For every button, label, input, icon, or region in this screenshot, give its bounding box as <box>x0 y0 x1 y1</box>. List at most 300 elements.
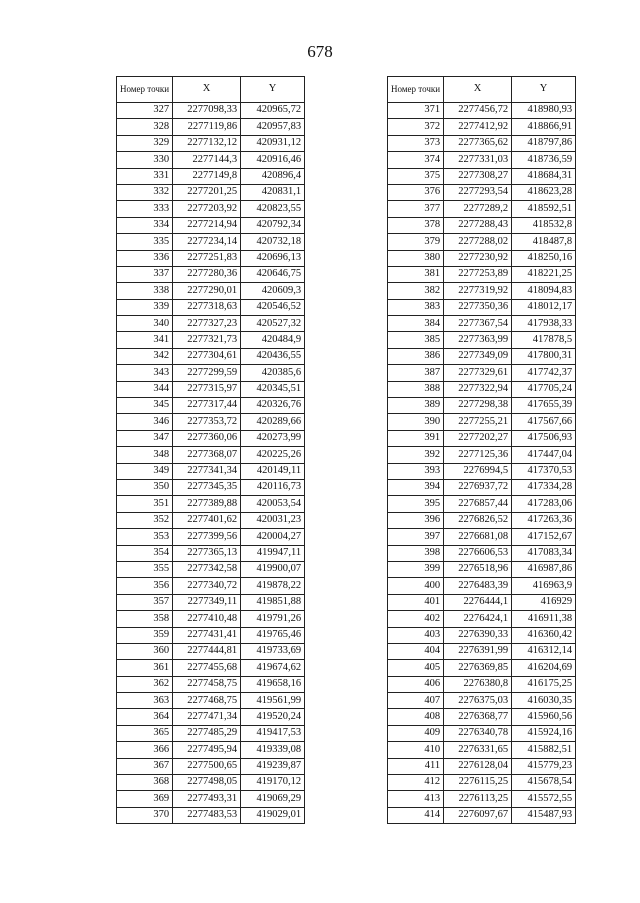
table-row <box>117 381 305 397</box>
point-number-cell: 382 <box>388 283 444 299</box>
point-number-cell: 337 <box>117 266 173 282</box>
header-x: X <box>173 77 241 103</box>
x-coordinate-cell: 2277365,13 <box>173 545 241 561</box>
x-coordinate-cell: 2277098,33 <box>173 103 241 119</box>
point-number-cell: 346 <box>117 414 173 430</box>
table-row <box>388 299 576 315</box>
point-number-cell: 342 <box>117 348 173 364</box>
x-coordinate-cell: 2276128,04 <box>444 758 512 774</box>
table-row <box>117 414 305 430</box>
table-row <box>388 775 576 791</box>
point-number-cell: 381 <box>388 266 444 282</box>
table-row <box>388 709 576 725</box>
x-coordinate-cell: 2277401,62 <box>173 512 241 528</box>
x-coordinate-cell: 2277455,68 <box>173 660 241 676</box>
point-number-cell: 367 <box>117 758 173 774</box>
x-coordinate-cell: 2277327,23 <box>173 316 241 332</box>
y-coordinate-cell: 420792,34 <box>241 217 305 233</box>
table-row <box>117 283 305 299</box>
y-coordinate-cell: 417567,66 <box>512 414 576 430</box>
point-number-cell: 413 <box>388 791 444 807</box>
y-coordinate-cell: 420609,3 <box>241 283 305 299</box>
x-coordinate-cell: 2277288,02 <box>444 234 512 250</box>
y-coordinate-cell: 417370,53 <box>512 463 576 479</box>
y-coordinate-cell: 417334,28 <box>512 479 576 495</box>
y-coordinate-cell: 416312,14 <box>512 643 576 659</box>
x-coordinate-cell: 2277349,11 <box>173 594 241 610</box>
point-number-cell: 376 <box>388 184 444 200</box>
point-number-cell: 397 <box>388 529 444 545</box>
y-coordinate-cell: 416030,35 <box>512 693 576 709</box>
x-coordinate-cell: 2277331,03 <box>444 152 512 168</box>
point-number-cell: 392 <box>388 447 444 463</box>
point-number-cell: 357 <box>117 594 173 610</box>
x-coordinate-cell: 2277322,94 <box>444 381 512 397</box>
table-row <box>388 512 576 528</box>
x-coordinate-cell: 2277255,21 <box>444 414 512 430</box>
table-row <box>388 545 576 561</box>
coordinates-table-left <box>116 76 305 824</box>
page-number: 678 <box>307 42 333 61</box>
point-number-cell: 370 <box>117 807 173 823</box>
point-number-cell: 363 <box>117 693 173 709</box>
header-point-number: Номер точки <box>388 77 444 103</box>
point-number-cell: 390 <box>388 414 444 430</box>
table-row <box>117 201 305 217</box>
x-coordinate-cell: 2276424,1 <box>444 611 512 627</box>
point-number-cell: 408 <box>388 709 444 725</box>
table-body-right <box>388 103 576 824</box>
table-row <box>117 693 305 709</box>
y-coordinate-cell: 416929 <box>512 594 576 610</box>
x-coordinate-cell: 2277253,89 <box>444 266 512 282</box>
point-number-cell: 362 <box>117 676 173 692</box>
table-row <box>117 332 305 348</box>
y-coordinate-cell: 420436,55 <box>241 348 305 364</box>
table-row <box>117 643 305 659</box>
table-header-row <box>388 77 576 103</box>
point-number-cell: 356 <box>117 578 173 594</box>
y-coordinate-cell: 417878,5 <box>512 332 576 348</box>
point-number-cell: 353 <box>117 529 173 545</box>
point-number-cell: 409 <box>388 725 444 741</box>
x-coordinate-cell: 2277342,58 <box>173 561 241 577</box>
point-number-cell: 394 <box>388 479 444 495</box>
table-row <box>388 660 576 676</box>
x-coordinate-cell: 2276994,5 <box>444 463 512 479</box>
point-number-cell: 338 <box>117 283 173 299</box>
point-number-cell: 378 <box>388 217 444 233</box>
point-number-cell: 344 <box>117 381 173 397</box>
x-coordinate-cell: 2277471,34 <box>173 709 241 725</box>
x-coordinate-cell: 2277458,75 <box>173 676 241 692</box>
table-row <box>117 529 305 545</box>
table-row <box>388 168 576 184</box>
x-coordinate-cell: 2277201,25 <box>173 184 241 200</box>
table-row <box>388 561 576 577</box>
point-number-cell: 404 <box>388 643 444 659</box>
table-row <box>388 348 576 364</box>
y-coordinate-cell: 420546,52 <box>241 299 305 315</box>
table-row <box>117 496 305 512</box>
table-row <box>388 103 576 119</box>
table-row <box>117 299 305 315</box>
table-row <box>388 496 576 512</box>
x-coordinate-cell: 2277340,72 <box>173 578 241 594</box>
y-coordinate-cell: 418684,31 <box>512 168 576 184</box>
x-coordinate-cell: 2276113,25 <box>444 791 512 807</box>
table-row <box>388 725 576 741</box>
x-coordinate-cell: 2277349,09 <box>444 348 512 364</box>
x-coordinate-cell: 2277251,83 <box>173 250 241 266</box>
table-row <box>388 152 576 168</box>
table-row <box>117 627 305 643</box>
y-coordinate-cell: 415678,54 <box>512 775 576 791</box>
x-coordinate-cell: 2277293,54 <box>444 184 512 200</box>
point-number-cell: 373 <box>388 135 444 151</box>
table-row <box>388 447 576 463</box>
x-coordinate-cell: 2277125,36 <box>444 447 512 463</box>
y-coordinate-cell: 419900,07 <box>241 561 305 577</box>
table-row <box>117 447 305 463</box>
table-row <box>388 430 576 446</box>
y-coordinate-cell: 420957,83 <box>241 119 305 135</box>
x-coordinate-cell: 2277493,31 <box>173 791 241 807</box>
x-coordinate-cell: 2276937,72 <box>444 479 512 495</box>
table-row <box>117 168 305 184</box>
table-row <box>388 119 576 135</box>
y-coordinate-cell: 420345,51 <box>241 381 305 397</box>
table-row <box>388 643 576 659</box>
y-coordinate-cell: 415882,51 <box>512 742 576 758</box>
x-coordinate-cell: 2277298,38 <box>444 398 512 414</box>
x-coordinate-cell: 2277410,48 <box>173 611 241 627</box>
y-coordinate-cell: 419791,26 <box>241 611 305 627</box>
y-coordinate-cell: 420053,54 <box>241 496 305 512</box>
point-number-cell: 398 <box>388 545 444 561</box>
point-number-cell: 383 <box>388 299 444 315</box>
point-number-cell: 340 <box>117 316 173 332</box>
table-row <box>388 594 576 610</box>
x-coordinate-cell: 2277203,92 <box>173 201 241 217</box>
x-coordinate-cell: 2277500,65 <box>173 758 241 774</box>
x-coordinate-cell: 2277483,53 <box>173 807 241 823</box>
y-coordinate-cell: 416360,42 <box>512 627 576 643</box>
point-number-cell: 358 <box>117 611 173 627</box>
table-row <box>117 758 305 774</box>
table-row <box>388 266 576 282</box>
x-coordinate-cell: 2277367,54 <box>444 316 512 332</box>
y-coordinate-cell: 419658,16 <box>241 676 305 692</box>
table-row <box>117 725 305 741</box>
point-number-cell: 368 <box>117 775 173 791</box>
table-row <box>388 234 576 250</box>
table-row <box>117 660 305 676</box>
y-coordinate-cell: 415924,16 <box>512 725 576 741</box>
point-number-cell: 350 <box>117 479 173 495</box>
point-number-cell: 393 <box>388 463 444 479</box>
x-coordinate-cell: 2277341,34 <box>173 463 241 479</box>
x-coordinate-cell: 2276390,33 <box>444 627 512 643</box>
y-coordinate-cell: 419417,53 <box>241 725 305 741</box>
point-number-cell: 348 <box>117 447 173 463</box>
y-coordinate-cell: 416204,69 <box>512 660 576 676</box>
y-coordinate-cell: 415487,93 <box>512 807 576 823</box>
y-coordinate-cell: 419520,24 <box>241 709 305 725</box>
x-coordinate-cell: 2276826,52 <box>444 512 512 528</box>
point-number-cell: 403 <box>388 627 444 643</box>
table-row <box>117 578 305 594</box>
y-coordinate-cell: 420004,27 <box>241 529 305 545</box>
y-coordinate-cell: 418592,51 <box>512 201 576 217</box>
table-row <box>388 414 576 430</box>
x-coordinate-cell: 2277456,72 <box>444 103 512 119</box>
table-row <box>117 184 305 200</box>
table-row <box>117 119 305 135</box>
y-coordinate-cell: 418866,91 <box>512 119 576 135</box>
table-header-row <box>117 77 305 103</box>
point-number-cell: 410 <box>388 742 444 758</box>
table-row <box>388 611 576 627</box>
table-row <box>117 266 305 282</box>
x-coordinate-cell: 2277468,75 <box>173 693 241 709</box>
y-coordinate-cell: 418623,28 <box>512 184 576 200</box>
y-coordinate-cell: 418250,16 <box>512 250 576 266</box>
x-coordinate-cell: 2277350,36 <box>444 299 512 315</box>
point-number-cell: 359 <box>117 627 173 643</box>
point-number-cell: 372 <box>388 119 444 135</box>
y-coordinate-cell: 420484,9 <box>241 332 305 348</box>
table-row <box>117 365 305 381</box>
x-coordinate-cell: 2277308,27 <box>444 168 512 184</box>
point-number-cell: 365 <box>117 725 173 741</box>
point-number-cell: 354 <box>117 545 173 561</box>
y-coordinate-cell: 418797,86 <box>512 135 576 151</box>
point-number-cell: 361 <box>117 660 173 676</box>
x-coordinate-cell: 2277431,41 <box>173 627 241 643</box>
x-coordinate-cell: 2276097,67 <box>444 807 512 823</box>
point-number-cell: 369 <box>117 791 173 807</box>
x-coordinate-cell: 2276518,96 <box>444 561 512 577</box>
y-coordinate-cell: 416963,9 <box>512 578 576 594</box>
x-coordinate-cell: 2277202,27 <box>444 430 512 446</box>
y-coordinate-cell: 418980,93 <box>512 103 576 119</box>
y-coordinate-cell: 416175,25 <box>512 676 576 692</box>
table-row <box>117 463 305 479</box>
x-coordinate-cell: 2277365,62 <box>444 135 512 151</box>
y-coordinate-cell: 419561,99 <box>241 693 305 709</box>
point-number-cell: 327 <box>117 103 173 119</box>
y-coordinate-cell: 417938,33 <box>512 316 576 332</box>
x-coordinate-cell: 2277399,56 <box>173 529 241 545</box>
header-y: Y <box>241 77 305 103</box>
table-row <box>117 348 305 364</box>
y-coordinate-cell: 419069,29 <box>241 791 305 807</box>
y-coordinate-cell: 420646,75 <box>241 266 305 282</box>
point-number-cell: 331 <box>117 168 173 184</box>
y-coordinate-cell: 419765,46 <box>241 627 305 643</box>
point-number-cell: 401 <box>388 594 444 610</box>
point-number-cell: 347 <box>117 430 173 446</box>
point-number-cell: 405 <box>388 660 444 676</box>
x-coordinate-cell: 2276380,8 <box>444 676 512 692</box>
y-coordinate-cell: 420385,6 <box>241 365 305 381</box>
table-row <box>117 561 305 577</box>
table-row <box>388 479 576 495</box>
y-coordinate-cell: 420149,11 <box>241 463 305 479</box>
x-coordinate-cell: 2277299,59 <box>173 365 241 381</box>
y-coordinate-cell: 420326,76 <box>241 398 305 414</box>
point-number-cell: 351 <box>117 496 173 512</box>
table-row <box>388 578 576 594</box>
x-coordinate-cell: 2276681,08 <box>444 529 512 545</box>
coordinates-table-right <box>387 76 576 824</box>
x-coordinate-cell: 2277321,73 <box>173 332 241 348</box>
point-number-cell: 334 <box>117 217 173 233</box>
point-number-cell: 352 <box>117 512 173 528</box>
point-number-cell: 366 <box>117 742 173 758</box>
table-row <box>117 217 305 233</box>
y-coordinate-cell: 418094,83 <box>512 283 576 299</box>
table-row <box>117 676 305 692</box>
table-row <box>117 316 305 332</box>
point-number-cell: 386 <box>388 348 444 364</box>
x-coordinate-cell: 2277132,12 <box>173 135 241 151</box>
table-row <box>388 398 576 414</box>
x-coordinate-cell: 2277368,07 <box>173 447 241 463</box>
point-number-cell: 412 <box>388 775 444 791</box>
point-number-cell: 339 <box>117 299 173 315</box>
table-row <box>388 807 576 823</box>
table-row <box>117 479 305 495</box>
y-coordinate-cell: 420896,4 <box>241 168 305 184</box>
table-row <box>388 627 576 643</box>
table-row <box>388 693 576 709</box>
x-coordinate-cell: 2277304,61 <box>173 348 241 364</box>
y-coordinate-cell: 419851,88 <box>241 594 305 610</box>
y-coordinate-cell: 417705,24 <box>512 381 576 397</box>
x-coordinate-cell: 2276369,85 <box>444 660 512 676</box>
point-number-cell: 341 <box>117 332 173 348</box>
y-coordinate-cell: 419947,11 <box>241 545 305 561</box>
y-coordinate-cell: 417447,04 <box>512 447 576 463</box>
table-row <box>388 529 576 545</box>
point-number-cell: 385 <box>388 332 444 348</box>
point-number-cell: 360 <box>117 643 173 659</box>
point-number-cell: 328 <box>117 119 173 135</box>
x-coordinate-cell: 2277495,94 <box>173 742 241 758</box>
y-coordinate-cell: 417152,67 <box>512 529 576 545</box>
table-row <box>388 217 576 233</box>
y-coordinate-cell: 420031,23 <box>241 512 305 528</box>
point-number-cell: 379 <box>388 234 444 250</box>
x-coordinate-cell: 2277289,2 <box>444 201 512 217</box>
x-coordinate-cell: 2276368,77 <box>444 709 512 725</box>
y-coordinate-cell: 418221,25 <box>512 266 576 282</box>
table-row <box>388 791 576 807</box>
header-point-number: Номер точки <box>117 77 173 103</box>
x-coordinate-cell: 2277234,14 <box>173 234 241 250</box>
point-number-cell: 336 <box>117 250 173 266</box>
y-coordinate-cell: 417263,36 <box>512 512 576 528</box>
x-coordinate-cell: 2277319,92 <box>444 283 512 299</box>
y-coordinate-cell: 417742,37 <box>512 365 576 381</box>
x-coordinate-cell: 2277444,81 <box>173 643 241 659</box>
x-coordinate-cell: 2277318,63 <box>173 299 241 315</box>
x-coordinate-cell: 2277329,61 <box>444 365 512 381</box>
x-coordinate-cell: 2277317,44 <box>173 398 241 414</box>
x-coordinate-cell: 2277360,06 <box>173 430 241 446</box>
table-row <box>388 758 576 774</box>
x-coordinate-cell: 2277315,97 <box>173 381 241 397</box>
table-row <box>117 594 305 610</box>
point-number-cell: 364 <box>117 709 173 725</box>
table-row <box>117 152 305 168</box>
x-coordinate-cell: 2277345,35 <box>173 479 241 495</box>
y-coordinate-cell: 417083,34 <box>512 545 576 561</box>
y-coordinate-cell: 420289,66 <box>241 414 305 430</box>
point-number-cell: 411 <box>388 758 444 774</box>
point-number-cell: 330 <box>117 152 173 168</box>
y-coordinate-cell: 420965,72 <box>241 103 305 119</box>
x-coordinate-cell: 2276857,44 <box>444 496 512 512</box>
table-row <box>117 807 305 823</box>
point-number-cell: 375 <box>388 168 444 184</box>
x-coordinate-cell: 2276115,25 <box>444 775 512 791</box>
y-coordinate-cell: 419733,69 <box>241 643 305 659</box>
x-coordinate-cell: 2276483,39 <box>444 578 512 594</box>
y-coordinate-cell: 415572,55 <box>512 791 576 807</box>
table-row <box>117 742 305 758</box>
point-number-cell: 387 <box>388 365 444 381</box>
point-number-cell: 389 <box>388 398 444 414</box>
table-row <box>117 709 305 725</box>
x-coordinate-cell: 2277498,05 <box>173 775 241 791</box>
point-number-cell: 384 <box>388 316 444 332</box>
table-row <box>117 611 305 627</box>
point-number-cell: 371 <box>388 103 444 119</box>
header-y: Y <box>512 77 576 103</box>
x-coordinate-cell: 2277214,94 <box>173 217 241 233</box>
y-coordinate-cell: 419878,22 <box>241 578 305 594</box>
table-row <box>117 250 305 266</box>
y-coordinate-cell: 420696,13 <box>241 250 305 266</box>
table-row <box>388 676 576 692</box>
y-coordinate-cell: 418736,59 <box>512 152 576 168</box>
y-coordinate-cell: 419029,01 <box>241 807 305 823</box>
point-number-cell: 333 <box>117 201 173 217</box>
x-coordinate-cell: 2276391,99 <box>444 643 512 659</box>
point-number-cell: 345 <box>117 398 173 414</box>
point-number-cell: 399 <box>388 561 444 577</box>
table-row <box>388 201 576 217</box>
table-row <box>388 463 576 479</box>
table-row <box>117 135 305 151</box>
table-row <box>388 742 576 758</box>
point-number-cell: 343 <box>117 365 173 381</box>
point-number-cell: 414 <box>388 807 444 823</box>
y-coordinate-cell: 420823,55 <box>241 201 305 217</box>
x-coordinate-cell: 2277485,29 <box>173 725 241 741</box>
x-coordinate-cell: 2277412,92 <box>444 119 512 135</box>
y-coordinate-cell: 418487,8 <box>512 234 576 250</box>
table-row <box>388 135 576 151</box>
table-row <box>388 365 576 381</box>
x-coordinate-cell: 2277288,43 <box>444 217 512 233</box>
y-coordinate-cell: 420116,73 <box>241 479 305 495</box>
y-coordinate-cell: 420831,1 <box>241 184 305 200</box>
y-coordinate-cell: 417655,39 <box>512 398 576 414</box>
